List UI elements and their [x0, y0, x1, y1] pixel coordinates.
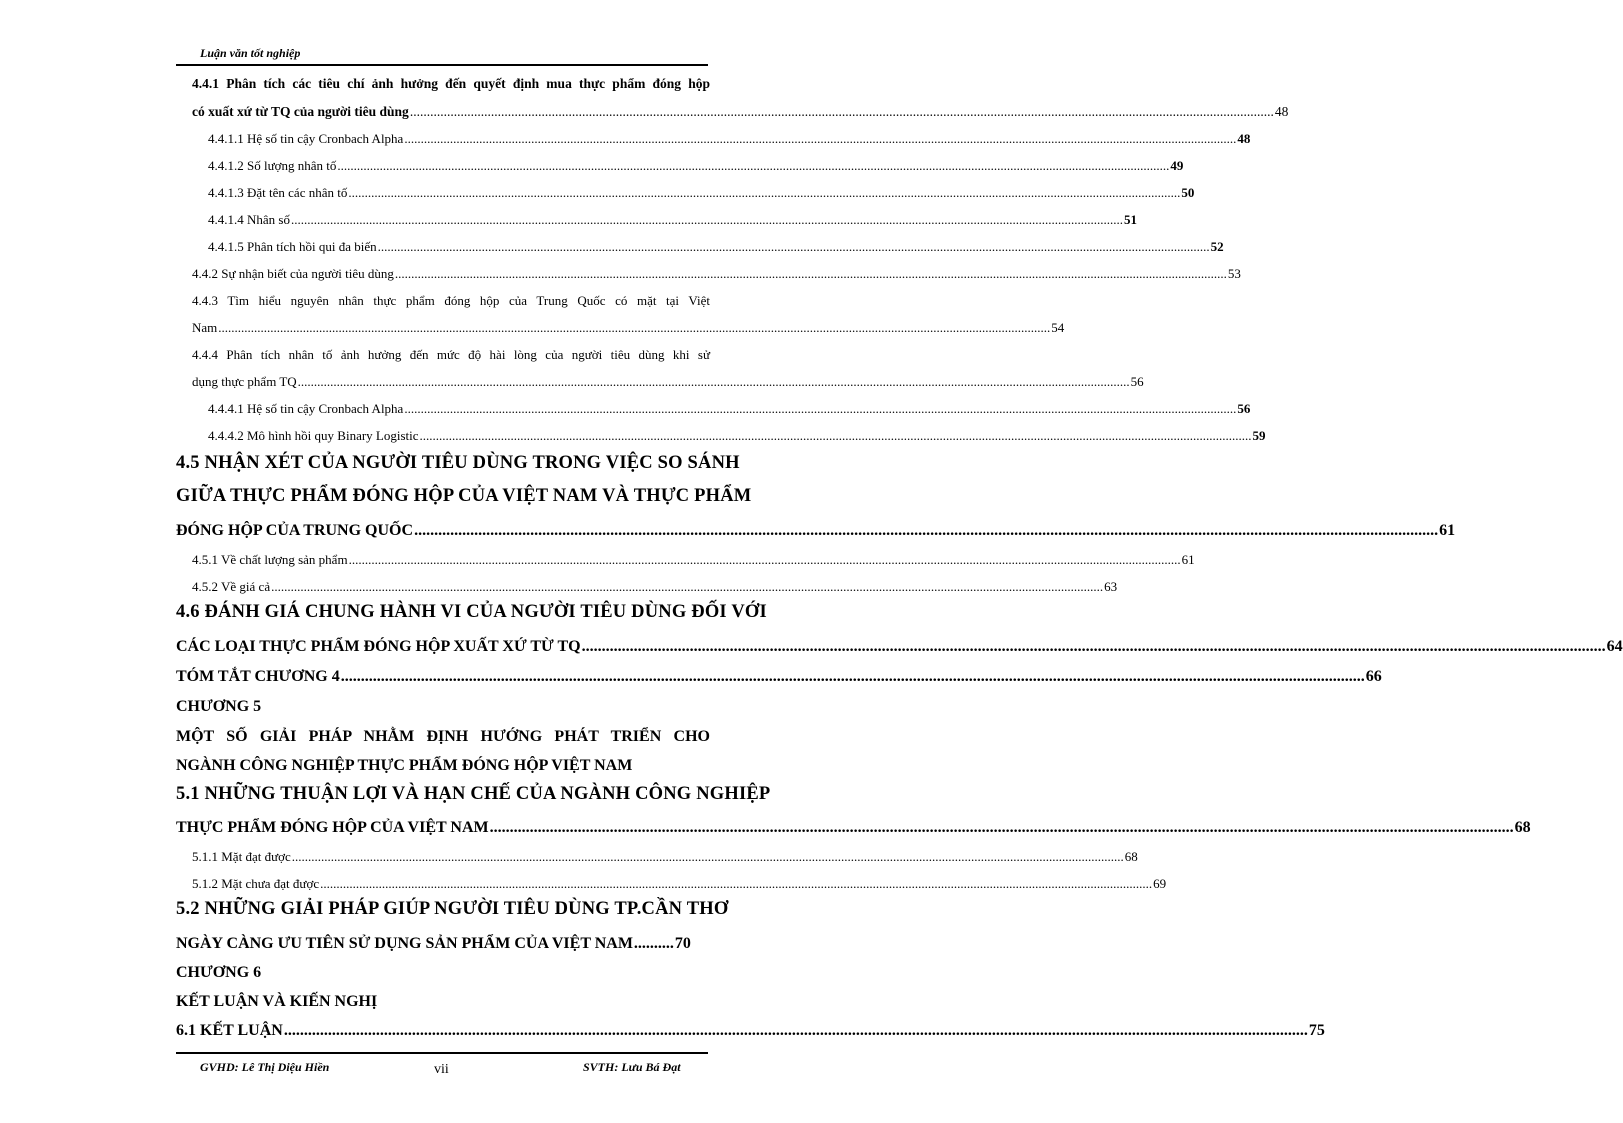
toc-entry-label: 4.4.1.1 Hệ số tin cậy Cronbach Alpha — [208, 131, 404, 146]
chapter-6-title: KẾT LUẬN VÀ KIẾN NGHỊ — [176, 993, 378, 1010]
toc-entry-4-5-line1: 4.5 NHẬN XÉT CỦA NGƯỜI TIÊU DÙNG TRONG VIỆC SO SÁNH — [176, 453, 740, 473]
dot-leader — [298, 374, 1130, 390]
toc-page-number: 48 — [1237, 131, 1251, 146]
dot-leader — [291, 212, 1123, 228]
header-title: Luận văn tốt nghiệp — [200, 46, 301, 60]
dot-leader — [582, 638, 1606, 656]
toc-entry-5-1[interactable] — [176, 819, 1531, 837]
toc-entry-4-4-4-line1: 4.4.4 Phân tích nhân tố ảnh hưởng đến mức độ hài lòng của người tiêu dùng khi sử — [192, 347, 710, 362]
toc-entry-label: 4.4.2 Sự nhận biết của người tiêu dùng — [192, 266, 394, 281]
toc-entry-label: 4.4.4.1 Hệ số tin cậy Cronbach Alpha — [208, 401, 404, 416]
toc-entry-label: CÁC LOẠI THỰC PHẨM ĐÓNG HỘP XUẤT XỨ TỪ TQ — [176, 638, 581, 655]
toc-entry-4-4-1-1[interactable] — [208, 131, 1251, 147]
toc-entry-4-4-2[interactable] — [192, 266, 1241, 282]
toc-entry-label: 4.4.4.2 Mô hình hồi quy Binary Logistic — [208, 428, 419, 443]
toc-entry-5-2[interactable] — [176, 935, 710, 953]
toc-entry-6-1[interactable] — [176, 1022, 1325, 1040]
dot-leader — [284, 1022, 1308, 1040]
toc-entry-4-6-line1: 4.6 ĐÁNH GIÁ CHUNG HÀNH VI CỦA NGƯỜI TIÊU DÙNG ĐỐI VỚI — [176, 602, 767, 622]
toc-entry-5-1-1[interactable] — [192, 849, 1138, 865]
dot-leader — [349, 552, 1181, 568]
dot-leader — [404, 401, 1236, 417]
toc-entry-4-4-1-5[interactable] — [208, 239, 1224, 255]
toc-entry-label: có xuất xứ từ TQ của người tiêu dùng — [192, 104, 409, 119]
toc-entry-label: 4.5.2 Về giá cả — [192, 579, 271, 594]
toc-entry-4-4-1-4[interactable] — [208, 212, 1137, 228]
dot-leader — [218, 320, 1050, 336]
toc-entry-4-4-1-line1: 4.4.1 Phân tích các tiêu chí ảnh hưởng đến quyết định mua thực phẩm đóng hộp — [192, 76, 710, 91]
dot-leader — [410, 104, 1274, 120]
toc-page-number: 53 — [1227, 266, 1241, 281]
dot-leader — [348, 185, 1180, 201]
toc-page-number: 51 — [1123, 212, 1137, 227]
toc-page-number: 61 — [1181, 552, 1195, 567]
footer-student: SVTH: Lưu Bá Đạt — [583, 1060, 681, 1074]
toc-entry-4-4-3[interactable] — [192, 320, 1065, 336]
toc-entry-4-5-line2: GIỮA THỰC PHẨM ĐÓNG HỘP CỦA VIỆT NAM VÀ THỰC PHẨM — [176, 486, 752, 506]
toc-entry-label: 6.1 KẾT LUẬN — [176, 1022, 283, 1039]
toc-page-number: 56 — [1237, 401, 1251, 416]
toc-entry-label: 4.4.1.2 Số lượng nhân tố — [208, 158, 337, 173]
chapter-5-heading: CHƯƠNG 5 — [176, 698, 262, 715]
toc-entry-label: NGÀY CÀNG ƯU TIÊN SỬ DỤNG SẢN PHẨM CỦA VIỆT NAM — [176, 935, 633, 952]
footer-rule — [176, 1052, 708, 1054]
footer-advisor: GVHD: Lê Thị Diệu Hiền — [200, 1060, 330, 1074]
toc-entry-4-5-1[interactable] — [192, 552, 1195, 568]
toc-page-number: 75 — [1308, 1022, 1325, 1039]
dot-leader — [395, 266, 1227, 282]
dot-leader — [271, 579, 1103, 595]
toc-page-number: 59 — [1252, 428, 1266, 443]
dot-leader — [378, 239, 1210, 255]
toc-entry-label: 5.1.2 Mặt chưa đạt được — [192, 876, 320, 891]
toc-entry-5-2-line1: 5.2 NHỮNG GIẢI PHÁP GIÚP NGƯỜI TIÊU DÙNG TP.CẦN THƠ — [176, 899, 729, 919]
toc-entry-4-6[interactable] — [176, 638, 1623, 656]
toc-entry-5-1-2[interactable] — [192, 876, 1167, 892]
toc-entry-4-4-1-3[interactable] — [208, 185, 1195, 201]
toc-page-number: 68 — [1124, 849, 1138, 864]
chapter-5-title-line2: NGÀNH CÔNG NGHIỆP THỰC PHẨM ĐÓNG HỘP VIỆT NAM — [176, 757, 633, 774]
toc-page-number: 50 — [1181, 185, 1195, 200]
toc-page-number: 49 — [1170, 158, 1184, 173]
chapter-6-heading: CHƯƠNG 6 — [176, 964, 262, 981]
dot-leader — [420, 428, 1252, 444]
footer-page-number: vii — [434, 1062, 449, 1077]
dot-leader: .......... — [633, 935, 674, 952]
toc-entry-label: dụng thực phẩm TQ — [192, 374, 297, 389]
dot-leader — [404, 131, 1236, 147]
toc-page-number: 52 — [1210, 239, 1224, 254]
toc-entry-label: 5.1.1 Mặt đạt được — [192, 849, 291, 864]
toc-page-number: 61 — [1439, 522, 1456, 539]
toc-entry-label: 4.5.1 Về chất lượng sản phẩm — [192, 552, 348, 567]
toc-entry-label: THỰC PHẨM ĐÓNG HỘP CỦA VIỆT NAM — [176, 819, 489, 836]
toc-page-number: 48 — [1274, 104, 1289, 119]
toc-entry-label: TÓM TẮT CHƯƠNG 4 — [176, 668, 340, 685]
toc-entry-5-1-line1: 5.1 NHỮNG THUẬN LỢI VÀ HẠN CHẾ CỦA NGÀNH CÔNG NGHIỆP — [176, 784, 771, 804]
dot-leader — [490, 819, 1514, 837]
toc-entry-label: ĐÓNG HỘP CỦA TRUNG QUỐC — [176, 522, 414, 539]
toc-page-number: 64 — [1606, 638, 1623, 655]
toc-page-number: 69 — [1153, 876, 1167, 891]
dot-leader — [320, 876, 1152, 892]
toc-page-number: 56 — [1130, 374, 1144, 389]
toc-page-number: 66 — [1365, 668, 1382, 685]
toc-entry-label: 4.4.1.4 Nhân số — [208, 212, 290, 227]
toc-entry-4-4-4[interactable] — [192, 374, 1144, 390]
chapter-5-title-line1: MỘT SỐ GIẢI PHÁP NHẰM ĐỊNH HƯỚNG PHÁT TRIỂN CHO — [176, 728, 710, 745]
toc-entry-4-5[interactable] — [176, 522, 1456, 540]
toc-page-number: 68 — [1514, 819, 1531, 836]
toc-entry-4-4-1-2[interactable] — [208, 158, 1184, 174]
toc-entry-4-4-1[interactable] — [192, 104, 1289, 120]
dot-leader — [292, 849, 1124, 865]
toc-page-number: 63 — [1104, 579, 1118, 594]
toc-entry-label: Nam — [192, 320, 218, 335]
toc-entry-label: 4.4.1.5 Phân tích hồi qui đa biến — [208, 239, 377, 254]
toc-entry-4-4-4-2[interactable] — [208, 428, 1266, 444]
toc-page-number: 70 — [674, 935, 691, 952]
toc-entry-4-4-3-line1: 4.4.3 Tìm hiểu nguyên nhân thực phẩm đóng hộp của Trung Quốc có mặt tại Việt — [192, 293, 710, 308]
dot-leader — [341, 668, 1365, 686]
toc-entry-4-5-2[interactable] — [192, 579, 1118, 595]
toc-entry-summary-4[interactable] — [176, 668, 1382, 686]
toc-entry-label: 4.4.1.3 Đặt tên các nhân tố — [208, 185, 348, 200]
toc-entry-4-4-4-1[interactable] — [208, 401, 1251, 417]
dot-leader — [414, 522, 1438, 540]
dot-leader — [337, 158, 1169, 174]
toc-page-number: 54 — [1051, 320, 1065, 335]
